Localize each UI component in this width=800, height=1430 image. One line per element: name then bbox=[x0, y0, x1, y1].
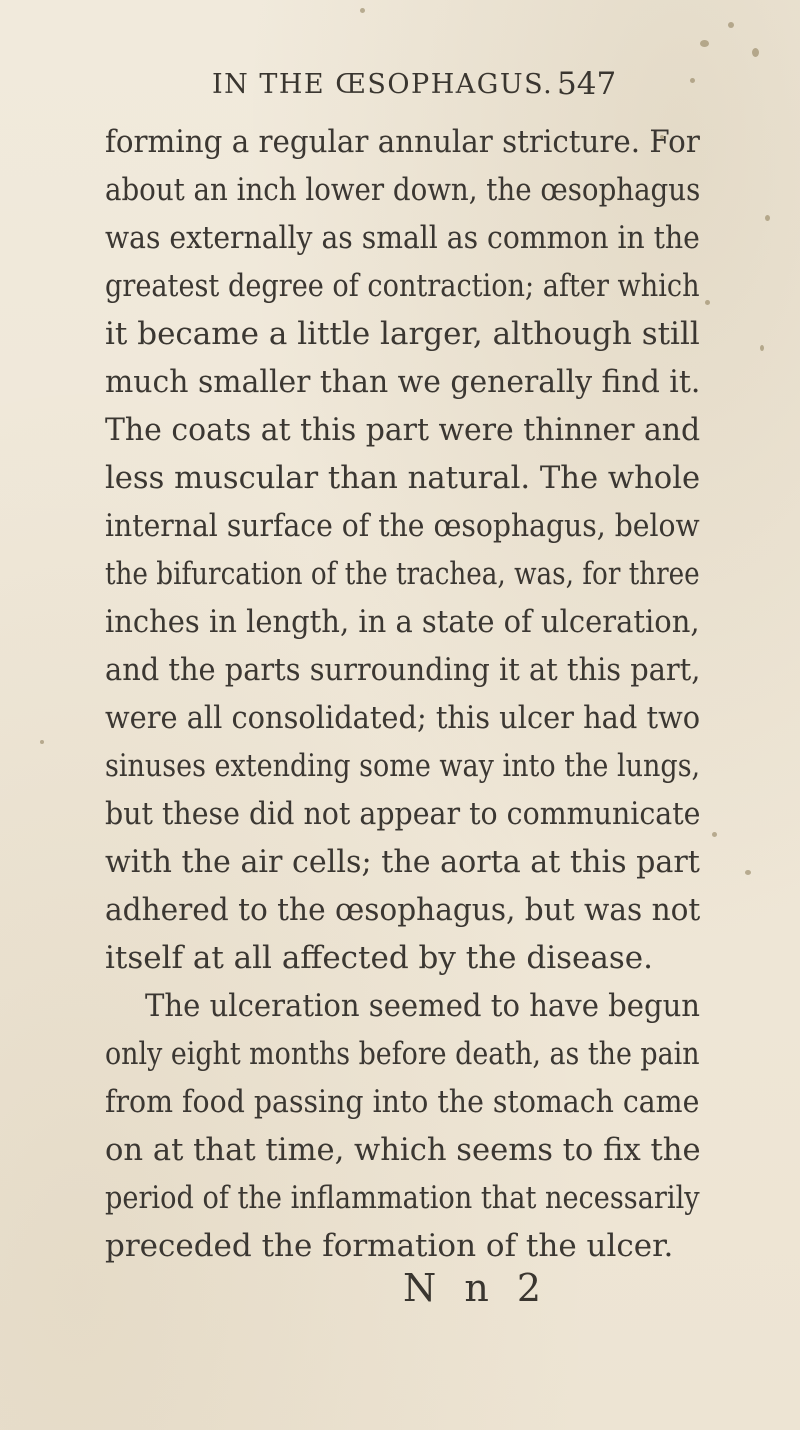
text-line: The coats at this part were thinner and bbox=[105, 412, 701, 448]
text-line: less muscular than natural. The whole bbox=[105, 460, 701, 496]
text-line: and the parts surrounding it at this part, bbox=[105, 652, 701, 688]
text-line: the bifurcation of the trachea, was, for three bbox=[105, 556, 700, 592]
text-line: on at that time, which seems to fix the bbox=[105, 1132, 701, 1168]
text-line: were all consolidated; this ulcer had two bbox=[105, 700, 701, 736]
text-line: it became a little larger, although still bbox=[105, 316, 700, 352]
running-head: IN THE ŒSOPHAGUS. bbox=[212, 69, 554, 100]
text-line: greatest degree of contraction; after which bbox=[105, 268, 700, 304]
text-line: only eight months before death, as the pain bbox=[105, 1036, 700, 1072]
text-line: with the air cells; the aorta at this part bbox=[105, 844, 700, 880]
text-line: inches in length, in a state of ulceration, bbox=[105, 604, 700, 640]
text-line: itself at all affected by the disease. bbox=[105, 940, 653, 976]
text-line: from food passing into the stomach came bbox=[105, 1084, 700, 1120]
text-line: about an inch lower down, the œsophagus bbox=[105, 172, 701, 208]
text-line: much smaller than we generally find it. bbox=[105, 364, 701, 400]
text-line: preceded the formation of the ulcer. bbox=[105, 1228, 674, 1264]
text-line: forming a regular annular stricture. For bbox=[105, 124, 700, 160]
text-line: was externally as small as common in the bbox=[105, 220, 700, 256]
signature-mark: N n 2 bbox=[403, 1266, 550, 1310]
text-line: sinuses extending some way into the lungs, bbox=[105, 748, 701, 784]
page-number: 547 bbox=[557, 66, 617, 102]
text-line: period of the inflammation that necessarily bbox=[105, 1180, 700, 1216]
text-line: The ulceration seemed to have begun bbox=[145, 988, 701, 1024]
text-line: adhered to the œsophagus, but was not bbox=[105, 892, 701, 928]
text-line: internal surface of the œsophagus, below bbox=[105, 508, 700, 544]
text-line: but these did not appear to communicate bbox=[105, 796, 701, 832]
